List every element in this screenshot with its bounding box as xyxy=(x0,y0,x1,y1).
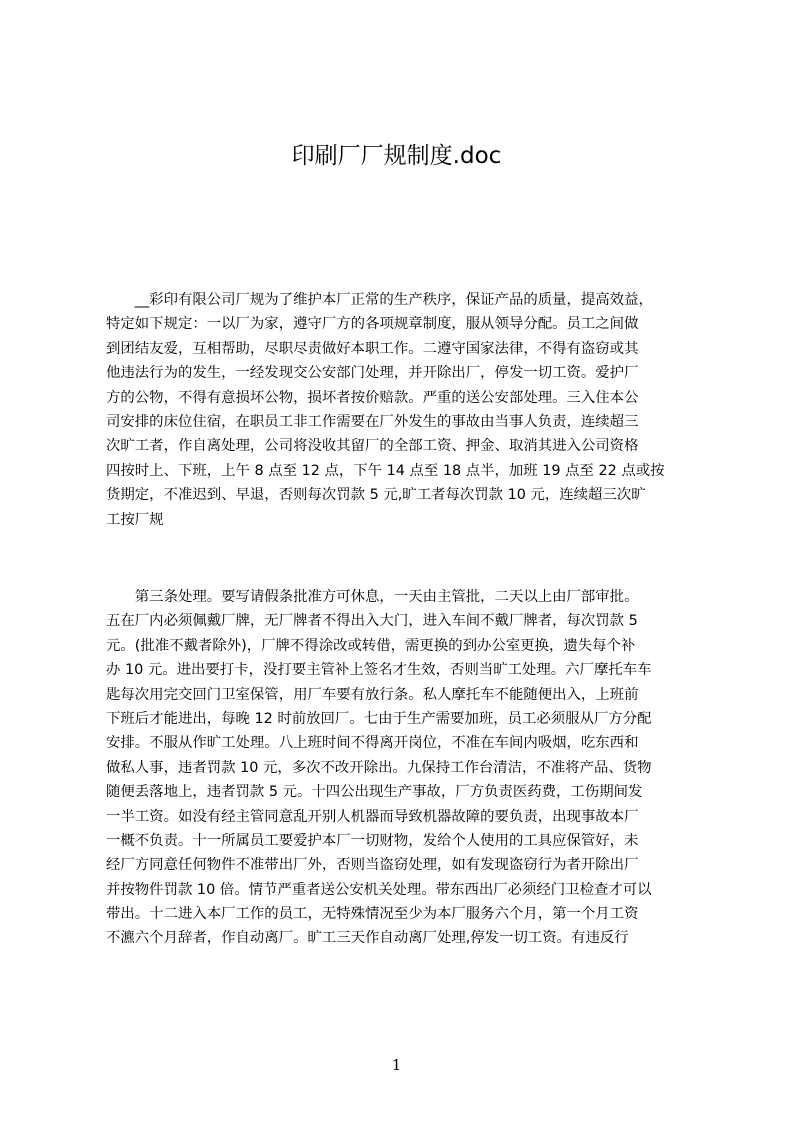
paragraph-line: 做私人事，违者罚款 10 元，多次不改开除出。九保持工作台清洁，不准将产品、货物 xyxy=(106,759,652,776)
paragraph-2 xyxy=(106,585,693,951)
paragraph-line: 办 10 元。进出要打卡，没打要主管补上签名才生效，否则当旷工处理。六厂摩托车车 xyxy=(106,662,652,679)
paragraph-1 xyxy=(106,288,693,532)
paragraph-line: __彩印有限公司厂规为了维护本厂正常的生产秩序，保证产品的质量，提高效益， xyxy=(106,292,653,308)
paragraph-line: 安排。不服从作旷工处理。八上班时间不得离开岗位，不准在车间内吸烟，吃东西和 xyxy=(106,735,639,752)
paragraph-line: 特定如下规定：一以厂为家，遵守厂方的各项规章制度，服从领导分配。员工之间做 xyxy=(106,316,639,333)
page-number: 1 xyxy=(391,1056,402,1074)
paragraph-line: 四按时上、下班，上午 8 点至 12 点，下午 14 点至 18 点半，加班 19 点至 22 点或按 xyxy=(106,462,665,479)
paragraph-line: 匙每次用完交回门卫室保管，用厂车要有放行条。私人摩托车不能随便出入，上班前 xyxy=(106,686,639,703)
paragraph-line: 经厂方同意任何物件不准带出厂外，否则当盗窃处理，如有发现盗窃行为者开除出厂 xyxy=(106,857,639,874)
paragraph-line: 下班后才能进出，每晚 12 时前放回厂。七由于生产需要加班，员工必须服从厂方分配 xyxy=(106,710,652,727)
paragraph-line: 五在厂内必须佩戴厂牌，无厂牌者不得出入大门，进入车间不戴厂牌者，每次罚款 5 xyxy=(106,613,638,630)
paragraph-line: 次旷工者，作自离处理，公司将没收其留厂的全部工资、押金、取消其进入公司资格 xyxy=(106,438,639,455)
paragraph-line: 一概不负责。十一所属员工要爱护本厂一切财物，发给个人使用的工具应保管好，未 xyxy=(106,832,639,849)
paragraph-line: 元。(批准不戴者除外)，厂牌不得涂改或转借，需更换的到办公室更换，遗失每个补 xyxy=(106,637,636,654)
paragraph-line: 工按厂规 xyxy=(106,511,164,528)
paragraph-line: 他违法行为的发生，一经发现交公安部门处理，并开除出厂，停发一切工资。爱护厂 xyxy=(106,365,639,382)
paragraph-line: 一半工资。如没有经主管同意乱开别人机器而导致机器故障的要负责，出现事故本厂 xyxy=(106,808,639,825)
paragraph-line: 并按物件罚款 10 倍。情节严重者送公安机关处理。带东西出厂必须经门卫检查才可以 xyxy=(106,881,652,898)
paragraph-line: 到团结友爱，互相帮助，尽职尽责做好本职工作。二遵守国家法律，不得有盗窃或其 xyxy=(106,340,639,357)
paragraph-line: 方的公物，不得有意损坏公物，损坏者按价赔款。严重的送公安部处理。三入住本公 xyxy=(106,389,639,406)
paragraph-line: 第三条处理。要写请假条批准方可休息，一天由主管批，二天以上由厂部审批。 xyxy=(106,589,639,605)
paragraph-line: 司安排的床位住宿，在职员工非工作需要在厂外发生的事故由当事人负责，连续超三 xyxy=(106,413,639,430)
paragraph-line: 带出。十二进入本厂工作的员工，无特殊情况至少为本厂服务六个月，第一个月工资 xyxy=(106,906,639,923)
paragraph-line: 不瀌六个月辞者，作自动离厂。旷工三天作自动离厂处理,停发一切工资。有违反行 xyxy=(106,930,629,947)
paragraph-line: 随便丢落地上，违者罚款 5 元。十四公出现生产事故，厂方负责医药费，工伤期间发 xyxy=(106,784,643,801)
document-title: 印刷厂厂规制度.doc xyxy=(291,143,502,169)
paragraph-line: 货期定，不准迟到、早退，否则每次罚款 5 元,旷工者每次罚款 10 元，连续超三次旷 xyxy=(106,487,646,504)
